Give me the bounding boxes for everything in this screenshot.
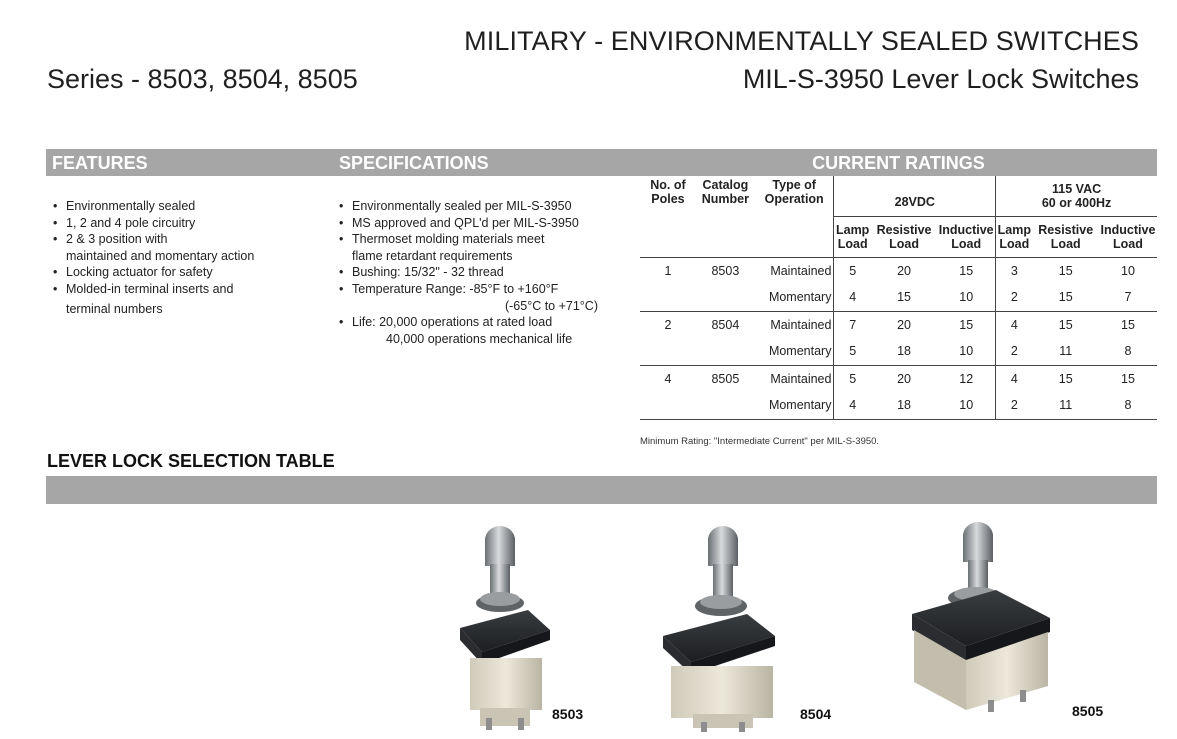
table-cell: 15	[1121, 371, 1135, 386]
table-cell: Maintained	[755, 311, 834, 338]
table-cell	[696, 338, 755, 365]
list-item: • Environmentally sealed per MIL-S-3950	[336, 198, 636, 215]
table-cell: 2	[996, 392, 1033, 419]
col-catalog-header: Catalog Number	[701, 178, 749, 206]
minimum-rating-note: Minimum Rating: "Intermediate Current" per MIL-S-3950.	[640, 436, 880, 447]
table-cell: 4	[1010, 317, 1018, 332]
table-cell: 15	[1121, 317, 1135, 332]
table-row	[640, 311, 1157, 338]
table-row	[640, 257, 1157, 284]
specifications-heading: SPECIFICATIONS	[333, 149, 640, 176]
col-operation-header: Type of Operation	[755, 176, 834, 216]
table-cell	[696, 284, 755, 311]
table-cell: Momentary	[755, 338, 834, 365]
table-cell: 10	[937, 284, 995, 311]
resistive-load-header: Resistive Load	[871, 216, 937, 257]
specifications-list	[336, 198, 636, 347]
switch-8503-image	[440, 518, 590, 733]
table-cell: 2	[664, 317, 672, 332]
table-cell: 3	[1010, 263, 1018, 278]
inductive-load-header: Inductive Load	[937, 216, 995, 257]
current-ratings-table	[640, 176, 1157, 420]
table-cell: 10	[937, 392, 995, 419]
table-cell: 5	[849, 371, 857, 386]
list-item: • Thermoset molding materials meet flame retardant requirements	[336, 231, 636, 264]
table-row	[640, 338, 1157, 365]
table-cell: 15	[937, 311, 995, 338]
table-cell: Maintained	[755, 365, 834, 392]
table-cell: Maintained	[755, 257, 834, 284]
table-cell: 11	[1033, 392, 1099, 419]
resistive-load-header: Resistive Load	[1033, 216, 1099, 257]
table-cell: 11	[1033, 338, 1099, 365]
features-list	[50, 198, 335, 321]
table-cell: 4	[1010, 371, 1018, 386]
table-cell: 12	[937, 365, 995, 392]
switch-8503-label: 8503	[552, 706, 584, 722]
selection-table-bar	[46, 476, 1157, 504]
list-item: • 2 & 3 position with maintained and momentary action	[50, 231, 335, 264]
table-cell: 4	[664, 371, 672, 386]
table-row	[640, 365, 1157, 392]
table-cell: 7	[1099, 284, 1157, 311]
list-item: • Life: 20,000 operations at rated load 40,000 operations mechanical life	[336, 314, 636, 347]
table-cell: Momentary	[755, 284, 834, 311]
table-cell: 18	[871, 392, 937, 419]
table-cell: 15	[1033, 284, 1099, 311]
page-subtitle: MIL-S-3950 Lever Lock Switches	[742, 64, 1139, 94]
list-item: • Environmentally sealed	[50, 198, 335, 215]
switch-8504-label: 8504	[800, 706, 832, 722]
lamp-load-header: Lamp Load	[996, 216, 1033, 257]
list-item: • Temperature Range: -85°F to +160°F (-65°C to +71°C)	[336, 281, 636, 314]
lamp-load-header: Lamp Load	[834, 216, 871, 257]
table-cell: 8504	[711, 317, 740, 332]
table-cell	[640, 392, 696, 419]
selection-table-title: LEVER LOCK SELECTION TABLE	[47, 451, 335, 471]
table-cell: 20	[897, 263, 912, 278]
table-row	[640, 392, 1157, 419]
ac-group-header: 115 VAC 60 or 400Hz	[996, 176, 1157, 216]
table-cell: 8	[1099, 338, 1157, 365]
list-item: • Bushing: 15/32" - 32 thread	[336, 264, 636, 281]
table-cell	[696, 392, 755, 419]
inductive-load-header: Inductive Load	[1099, 216, 1157, 257]
table-cell: 18	[871, 338, 937, 365]
table-cell	[640, 284, 696, 311]
switch-8505-image	[900, 514, 1080, 729]
series-heading: Series - 8503, 8504, 8505	[47, 64, 358, 94]
table-cell: 7	[849, 317, 857, 332]
table-cell: 15	[1058, 263, 1073, 278]
table-cell: 8503	[711, 263, 740, 278]
table-cell: Momentary	[755, 392, 834, 419]
list-item: • Locking actuator for safety	[50, 264, 335, 281]
table-cell: 20	[897, 371, 912, 386]
table-cell: 4	[834, 392, 871, 419]
dc-group-header: 28VDC	[834, 176, 996, 216]
table-cell: 20	[897, 317, 912, 332]
table-row	[640, 284, 1157, 311]
table-cell: 15	[871, 284, 937, 311]
list-item: • Molded-in terminal inserts and terminal numbers	[50, 281, 335, 321]
table-cell: 2	[996, 284, 1033, 311]
switch-8505-label: 8505	[1072, 703, 1104, 719]
table-cell: 5	[834, 338, 871, 365]
table-cell: 4	[834, 284, 871, 311]
switch-8504-image	[655, 518, 805, 733]
col-poles-header: No. of Poles	[650, 178, 686, 206]
list-item: • MS approved and QPL'd per MIL-S-3950	[336, 215, 636, 232]
table-cell	[640, 338, 696, 365]
list-item: • 1, 2 and 4 pole circuitry	[50, 215, 335, 232]
table-cell: 8505	[711, 371, 740, 386]
table-cell: 15	[1058, 317, 1073, 332]
table-cell: 5	[849, 263, 857, 278]
table-cell: 15	[1058, 371, 1073, 386]
page-title: MILITARY - ENVIRONMENTALLY SEALED SWITCHES	[464, 26, 1139, 56]
table-cell: 2	[996, 338, 1033, 365]
table-cell: 15	[937, 257, 995, 284]
features-heading: FEATURES	[46, 149, 333, 176]
table-cell: 10	[937, 338, 995, 365]
current-ratings-heading: CURRENT RATINGS	[640, 149, 1157, 176]
table-cell: 10	[1121, 263, 1135, 278]
table-cell: 8	[1099, 392, 1157, 419]
table-cell: 1	[664, 263, 672, 278]
